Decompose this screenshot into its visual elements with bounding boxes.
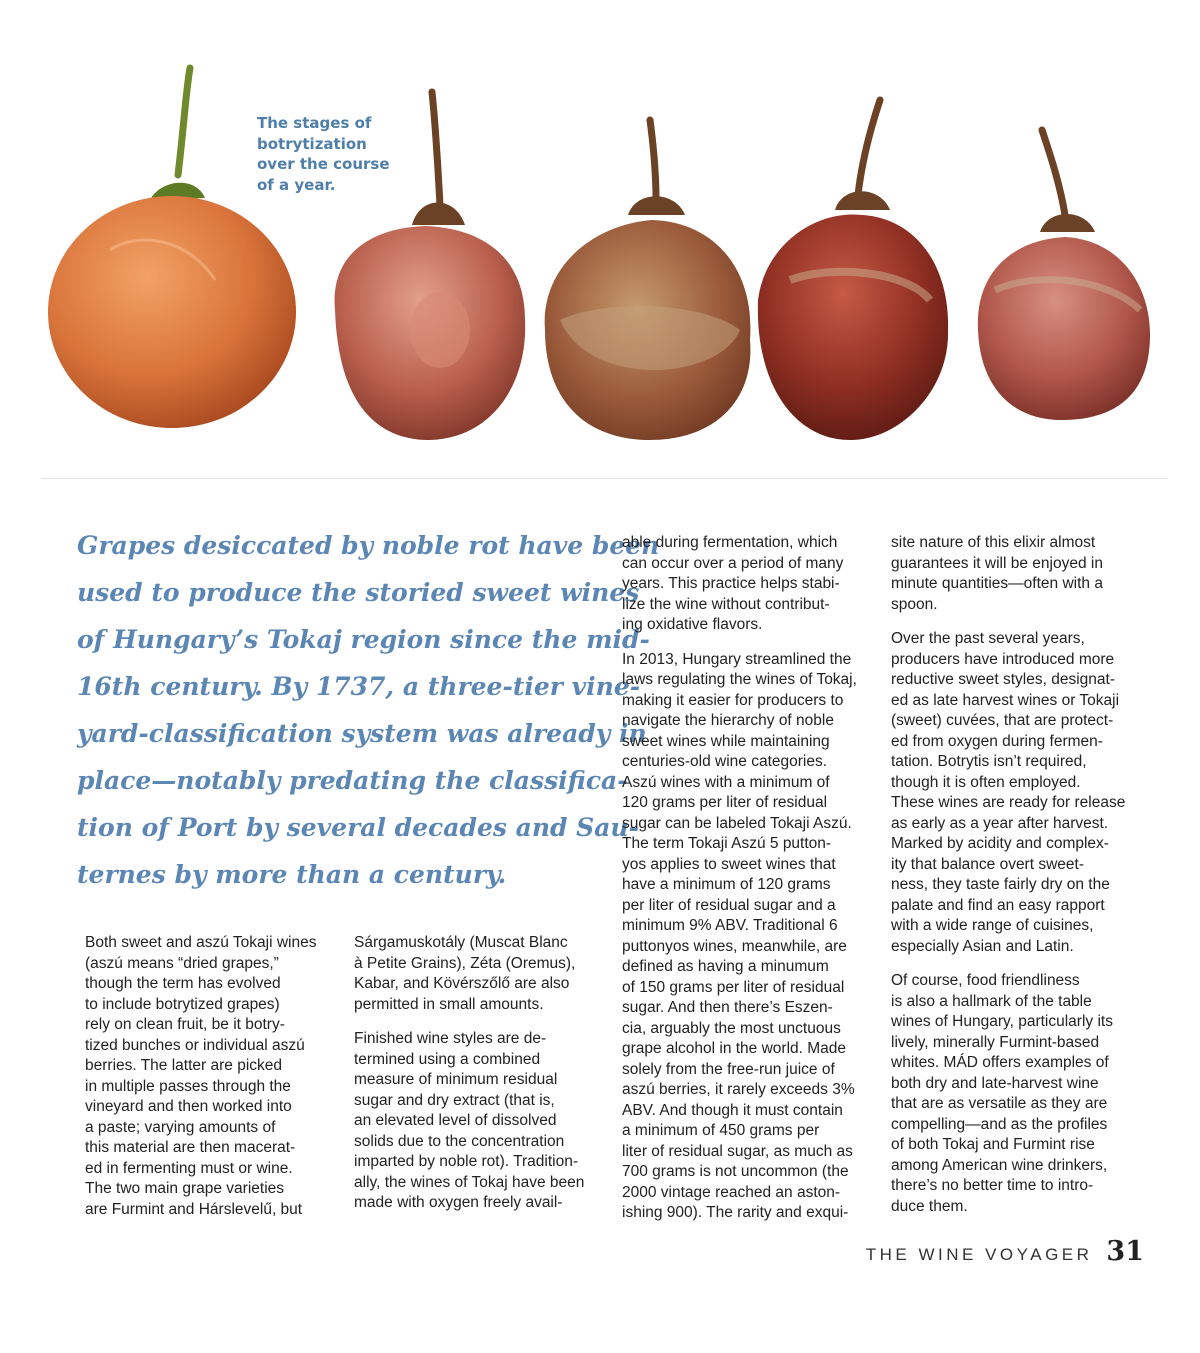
- body-line: (aszú means “dried grapes,”: [85, 954, 279, 972]
- body-line: have a minimum of 120 grams: [622, 876, 831, 893]
- body-line: sweet wines while maintaining: [622, 732, 830, 750]
- body-line: among American wine drinkers,: [891, 1156, 1108, 1174]
- body-paragraph: [85, 933, 340, 1220]
- body-line: liter of residual sugar, as much as: [622, 1142, 853, 1160]
- body-line: to include botrytized grapes): [85, 995, 280, 1013]
- body-column-2: [354, 933, 609, 1228]
- pull-quote: [77, 522, 660, 898]
- body-line: ishing 900). The rarity and exqui-: [622, 1204, 849, 1221]
- body-line: tation. Botrytis isn’t required,: [891, 753, 1087, 770]
- body-line: defined as having a minumum: [622, 958, 829, 975]
- body-line: duce them.: [891, 1197, 968, 1215]
- body-line: guarantees it will be enjoyed in: [891, 554, 1103, 572]
- body-line: are Furmint and Hárslevelű, but: [85, 1200, 303, 1218]
- body-line: aszú berries, it rarely exceeds 3%: [622, 1081, 855, 1098]
- body-line: both dry and late-harvest wine: [891, 1074, 1099, 1092]
- body-line: ally, the wines of Tokaj have been: [354, 1173, 585, 1191]
- body-line: this material are then macerat-: [85, 1139, 296, 1156]
- body-line: ABV. And though it must contain: [622, 1101, 843, 1119]
- botrytization-grapes-figure: [0, 0, 1200, 480]
- body-line: able during fermentation, which: [622, 534, 838, 551]
- body-line: vineyard and then worked into: [85, 1098, 292, 1115]
- body-line: centuries-old wine categories.: [622, 753, 828, 770]
- body-line: ed from oxygen during fermen-: [891, 732, 1103, 750]
- body-column-3: [622, 533, 877, 1238]
- body-line: yos applies to sweet wines that: [622, 855, 836, 873]
- body-paragraph: [622, 533, 877, 636]
- body-paragraph: [891, 629, 1151, 957]
- body-line: sugar can be labeled Tokaji Aszú.: [622, 814, 852, 832]
- body-line: Kabar, and Kövérszőlő are also: [354, 975, 570, 992]
- page-footer: [866, 1236, 1144, 1270]
- body-line: Both sweet and aszú Tokaji wines: [85, 934, 317, 951]
- caption-line: botrytization: [257, 134, 367, 153]
- body-line: These wines are ready for release: [891, 794, 1126, 811]
- body-line: with a wide range of cuisines,: [891, 917, 1094, 934]
- body-line: palate and find an easy rapport: [891, 896, 1105, 914]
- body-line: The term Tokaji Aszú 5 putton-: [622, 835, 832, 852]
- body-paragraph: [354, 933, 609, 1015]
- figure-caption: [257, 113, 397, 195]
- body-line: (sweet) cuvées, that are protect-: [891, 712, 1114, 729]
- body-line: puttonyos wines, meanwhile, are: [622, 937, 847, 955]
- body-line: Aszú wines with a minimum of: [622, 773, 830, 791]
- magazine-name: THE WINE VOYAGER: [865, 1245, 1093, 1264]
- body-line: minimum 9% ABV. Traditional 6: [622, 917, 838, 934]
- body-line: sugar and dry extract (that is,: [354, 1091, 555, 1109]
- body-line: Marked by acidity and complex-: [891, 835, 1109, 852]
- body-line: tized bunches or individual aszú: [85, 1036, 305, 1054]
- body-line: Over the past several years,: [891, 630, 1085, 647]
- page-number: 31: [1106, 1236, 1144, 1267]
- body-line: measure of minimum residual: [354, 1071, 558, 1088]
- body-line: ing oxidative flavors.: [622, 616, 763, 633]
- body-line: termined using a combined: [354, 1050, 541, 1068]
- body-line: site nature of this elixir almost: [891, 534, 1096, 551]
- caption-line: of a year.: [257, 175, 336, 194]
- pull-quote-line: of Hungary’s Tokaj region since the mid-: [77, 625, 650, 654]
- caption-line: over the course: [257, 155, 390, 173]
- body-line: made with oxygen freely avail-: [354, 1194, 563, 1211]
- pull-quote-line: tion of Port by several decades and Sau-: [77, 813, 639, 842]
- body-line: wines of Hungary, particularly its: [891, 1013, 1113, 1030]
- body-line: compelling—and as the profiles: [891, 1115, 1108, 1133]
- body-line: of 150 grams per liter of residual: [622, 978, 845, 996]
- body-line: especially Asian and Latin.: [891, 937, 1074, 955]
- body-line: is also a hallmark of the table: [891, 992, 1092, 1010]
- body-column-1: [85, 933, 340, 1234]
- body-line: grape alcohol in the world. Made: [622, 1040, 847, 1057]
- body-line: 700 grams is not uncommon (the: [622, 1163, 849, 1180]
- body-line: though it is often employed.: [891, 773, 1081, 791]
- body-line: in multiple passes through the: [85, 1077, 291, 1095]
- body-line: à Petite Grains), Zéta (Oremus),: [354, 954, 576, 972]
- pull-quote-line: 16th century. By 1737, a three-tier vine-: [77, 672, 641, 701]
- body-line: can occur over a period of many: [622, 554, 844, 572]
- body-line: producers have introduced more: [891, 650, 1115, 668]
- pull-quote-line: place—notably predating the classifica-: [77, 766, 628, 795]
- body-line: sugar. And then there’s Eszen-: [622, 999, 833, 1016]
- body-line: The two main grape varieties: [85, 1180, 285, 1197]
- body-line: 2000 vintage reached an aston-: [622, 1183, 841, 1201]
- pull-quote-line: used to produce the storied sweet wines: [77, 578, 640, 607]
- body-line: lively, minerally Furmint-based: [891, 1033, 1100, 1051]
- body-line: though the term has evolved: [85, 975, 281, 992]
- body-line: there’s no better time to intro-: [891, 1177, 1094, 1194]
- grape-stage-5: [978, 130, 1150, 420]
- body-line: years. This practice helps stabi-: [622, 575, 840, 592]
- body-line: berries. The latter are picked: [85, 1057, 283, 1074]
- body-line: navigate the hierarchy of noble: [622, 712, 834, 729]
- body-line: whites. MÁD offers examples of: [891, 1054, 1109, 1071]
- body-line: Of course, food friendliness: [891, 972, 1080, 989]
- body-paragraph: [891, 533, 1151, 615]
- body-line: rely on clean fruit, be it botry-: [85, 1016, 285, 1033]
- body-line: as early as a year after harvest.: [891, 814, 1109, 832]
- body-paragraph: [622, 650, 877, 1224]
- body-line: In 2013, Hungary streamlined the: [622, 650, 852, 668]
- body-line: imparted by noble rot). Tradition-: [354, 1153, 578, 1170]
- body-paragraph: [354, 1029, 609, 1214]
- body-line: minute quantities—often with a: [891, 575, 1103, 592]
- body-line: a paste; varying amounts of: [85, 1118, 276, 1136]
- body-line: per liter of residual sugar and a: [622, 896, 836, 914]
- body-line: spoon.: [891, 595, 938, 613]
- body-line: a minimum of 450 grams per: [622, 1122, 820, 1139]
- pull-quote-line: ternes by more than a century.: [77, 860, 507, 889]
- body-line: ed in fermenting must or wine.: [85, 1159, 293, 1177]
- body-line: ed as late harvest wines or Tokaji: [891, 691, 1120, 709]
- body-line: laws regulating the wines of Tokaj,: [622, 671, 857, 688]
- body-paragraph: [891, 971, 1151, 1217]
- caption-line: The stages of: [257, 114, 372, 132]
- body-line: of both Tokaj and Furmint rise: [891, 1136, 1095, 1153]
- body-line: lize the wine without contribut-: [622, 595, 830, 613]
- grape-stage-3: [545, 120, 751, 440]
- body-line: an elevated level of dissolved: [354, 1112, 557, 1129]
- body-line: permitted in small amounts.: [354, 995, 544, 1013]
- body-column-4: [891, 533, 1151, 1231]
- body-line: ity that balance overt sweet-: [891, 855, 1084, 873]
- body-line: cia, arguably the most unctuous: [622, 1019, 841, 1037]
- body-line: ness, they taste fairly dry on the: [891, 876, 1110, 893]
- body-line: making it easier for producers to: [622, 691, 844, 709]
- grape-stage-4: [758, 100, 948, 440]
- body-line: that are as versatile as they are: [891, 1095, 1108, 1112]
- body-line: Finished wine styles are de-: [354, 1030, 547, 1047]
- body-line: solely from the free-run juice of: [622, 1060, 835, 1078]
- body-line: reductive sweet styles, designat-: [891, 671, 1115, 688]
- body-line: solids due to the concentration: [354, 1132, 565, 1150]
- body-line: Sárgamuskotály (Muscat Blanc: [354, 934, 568, 951]
- pull-quote-line: yard-classification system was already in: [77, 719, 647, 748]
- body-line: 120 grams per liter of residual: [622, 794, 828, 811]
- pull-quote-line: Grapes desiccated by noble rot have been: [77, 531, 660, 560]
